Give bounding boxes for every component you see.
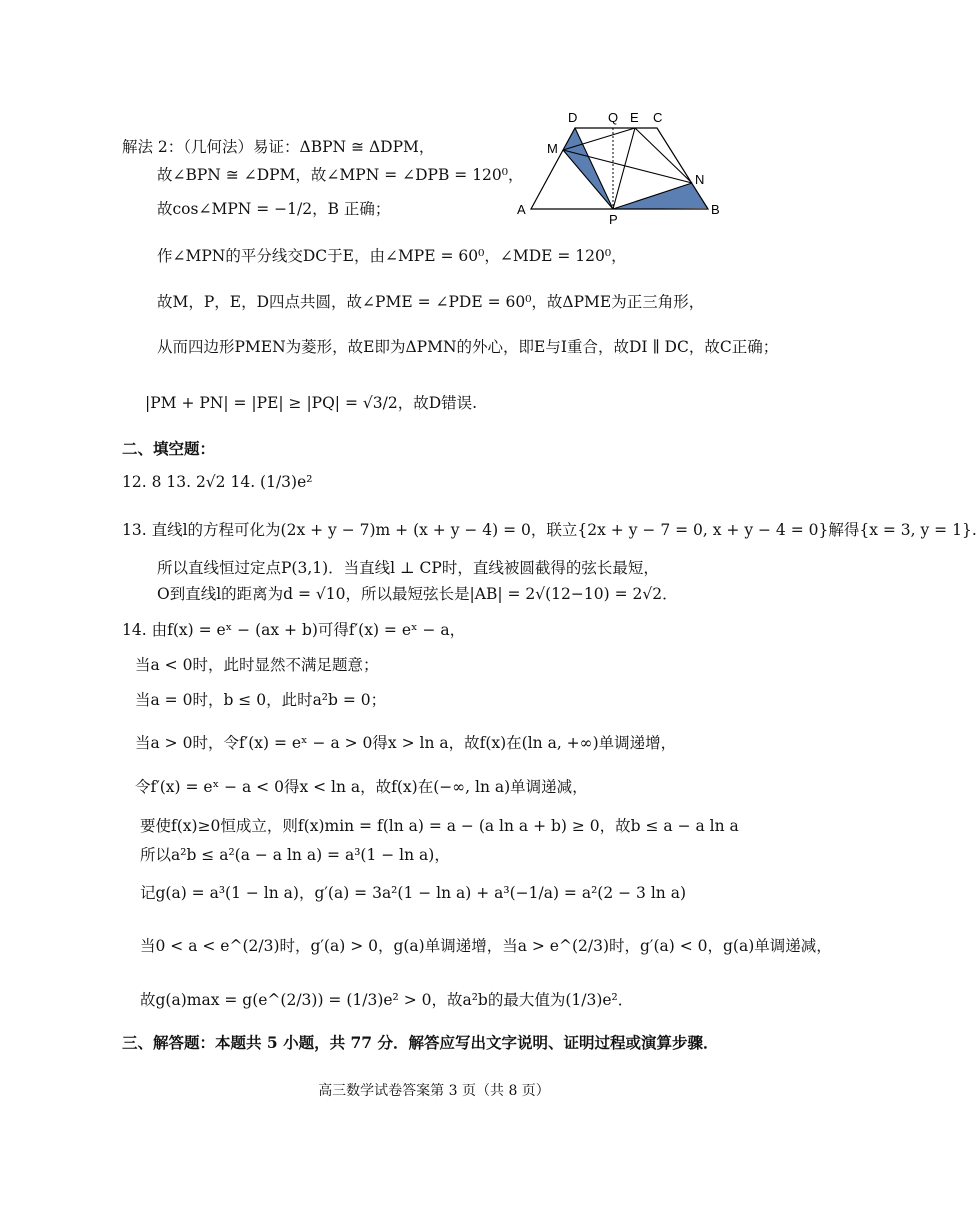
text-line-17: 令f′(x) = eˣ − a < 0得x < ln a，故f(x)在(−∞, ln a)单调递减， xyxy=(135,778,588,796)
text-line-13: 14. 由f(x) = eˣ − (ax + b)可得f′(x) = eˣ − a， xyxy=(122,621,466,639)
text-line-16: 当a > 0时，令f′(x) = eˣ − a > 0得x > ln a，故f(x)在(ln a, +∞)单调递增， xyxy=(135,734,677,752)
text-line-10: 13. 直线l的方程可化为(2x + y − 7)m + (x + y − 4) = 0，联立{2x + y − 7 = 0, x + y − 4 = 0}解得{x = 3, y = 1}. xyxy=(122,521,977,539)
text-line-11: 所以直线恒过定点P(3,1)．当直线l ⊥ CP时，直线被圆截得的弦长最短， xyxy=(157,559,659,577)
label-b: B xyxy=(711,202,720,217)
label-m: M xyxy=(547,141,558,156)
text-line-14: 当a < 0时，此时显然不满足题意； xyxy=(135,656,379,674)
geometry-figure xyxy=(505,108,745,226)
text-line-1: 解法 2：（几何法）易证：ΔBPN ≅ ΔDPM， xyxy=(122,138,435,156)
text-line-19: 所以a²b ≤ a²(a − a ln a) = a³(1 − ln a)， xyxy=(140,846,450,864)
text-line-12: O到直线l的距离为d = √10，所以最短弦长是|AB| = 2√(12−10) = 2√2． xyxy=(157,585,678,603)
text-line-22: 故g(a)max = g(e^(2/3)) = (1/3)e² > 0，故a²b的最大值为(1/3)e²． xyxy=(140,991,634,1009)
label-n: N xyxy=(695,172,705,187)
text-line-15: 当a = 0时，b ≤ 0，此时a²b = 0； xyxy=(135,691,387,709)
label-q: Q xyxy=(608,110,619,125)
label-a: A xyxy=(517,202,526,217)
text-line-23: 三、解答题：本题共 5 小题，共 77 分．解答应写出文字说明、证明过程或演算步骤． xyxy=(122,1033,719,1052)
text-line-20: 记g(a) = a³(1 − ln a)，g′(a) = 3a²(1 − ln a) + a³(−1/a) = a²(2 − 3 ln a) xyxy=(140,884,686,902)
text-line-4: 作∠MPN的平分线交DC于E，由∠MPE = 60⁰，∠MDE = 120⁰， xyxy=(157,247,627,265)
text-line-8: 二、填空题： xyxy=(122,439,216,458)
text-line-18: 要使f(x)≥0恒成立，则f(x)min = f(ln a) = a − (a ln a + b) ≥ 0，故b ≤ a − a ln a xyxy=(140,817,739,835)
text-line-5: 故M，P，E，D四点共圆，故∠PME = ∠PDE = 60⁰，故ΔPME为正三角形， xyxy=(157,293,705,311)
text-line-9: 12. 8 13. 2√2 14. (1/3)e² xyxy=(122,473,313,491)
text-line-3: 故cos∠MPN = −1/2，B 正确； xyxy=(157,200,391,218)
text-line-6: 从而四边形PMEN为菱形，故E即为ΔPMN的外心，即E与I重合，故DI ∥ DC，故C正确； xyxy=(157,338,779,356)
text-line-7: |PM + PN| = |PE| ≥ |PQ| = √3/2，故D错误. xyxy=(145,394,478,412)
label-d: D xyxy=(568,110,578,125)
label-c: C xyxy=(653,110,663,125)
text-line-2: 故∠BPN ≅ ∠DPM，故∠MPN = ∠DPB = 120⁰， xyxy=(157,166,524,184)
label-e: E xyxy=(630,110,639,125)
page-footer: 高三数学试卷答案第 3 页（共 8 页） xyxy=(318,1083,550,1099)
shaded-triangle-dpm xyxy=(563,128,613,209)
label-p: P xyxy=(609,212,618,227)
text-line-21: 当0 < a < e^(2/3)时，g′(a) > 0，g(a)单调递增，当a > e^(2/3)时，g′(a) < 0，g(a)单调递减， xyxy=(140,937,832,955)
